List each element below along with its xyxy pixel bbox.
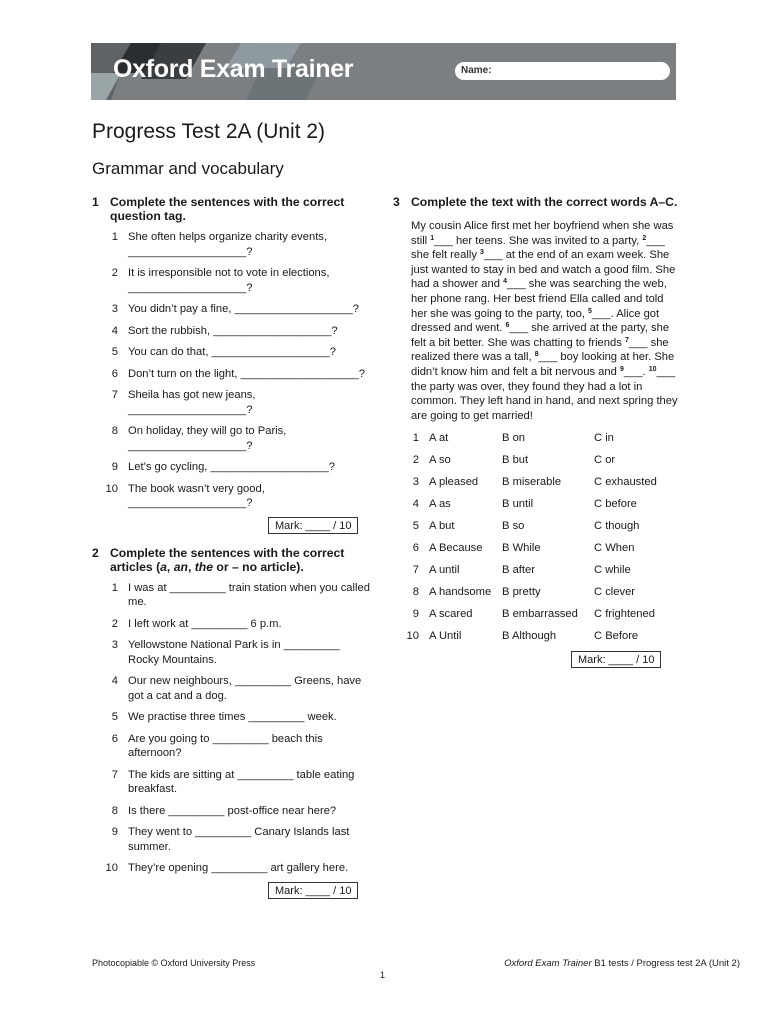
q2-item-text[interactable]: Are you going to _________ beach this afternoon? xyxy=(128,732,323,759)
option-a[interactable]: A but xyxy=(429,520,455,533)
option-row xyxy=(393,475,679,497)
section-title: Grammar and vocabulary xyxy=(92,159,284,178)
option-row xyxy=(393,541,679,563)
gap-number: 9 xyxy=(619,365,624,373)
gap-number: 4 xyxy=(503,278,507,286)
q1-item-number: 1 xyxy=(111,231,118,243)
gap-number: 6 xyxy=(505,322,510,330)
q1-item-number: 6 xyxy=(111,367,118,380)
gap-number: 5 xyxy=(588,307,592,315)
option-row xyxy=(393,497,679,519)
q2-item-number: 5 xyxy=(111,711,118,723)
q2-item-text[interactable]: Is there _________ post-office near here? xyxy=(128,804,337,817)
q1-item xyxy=(92,367,372,382)
q1-item-number: 2 xyxy=(111,267,118,279)
passage-text: ___ the party was over, they found they had a lot in common. They left hand in hand, and next spring they are going to get married! xyxy=(411,365,678,422)
q1-items xyxy=(92,230,372,511)
q2-item-text[interactable]: They’re opening _________ art gallery here. xyxy=(128,862,349,874)
option-number: 3 xyxy=(412,476,419,489)
q2-item-text[interactable]: Yellowstone National Park is in _________ Rocky Mountains. xyxy=(128,639,340,666)
option-number: 5 xyxy=(412,520,419,533)
brand-title: Oxford Exam Trainer xyxy=(113,55,354,83)
q2-item xyxy=(92,768,372,797)
option-row xyxy=(393,431,679,453)
option-row xyxy=(393,629,679,651)
q2-item xyxy=(92,861,372,876)
option-c[interactable]: C though xyxy=(594,520,640,533)
option-c[interactable]: C When xyxy=(594,542,635,555)
passage-text: ___ she arrived at the party, she felt a bit better. She was chatting to friends xyxy=(411,322,670,349)
option-c[interactable]: C or xyxy=(594,454,616,467)
q2-item-number: 2 xyxy=(111,617,118,630)
gap-number: 1 xyxy=(430,234,435,242)
q1-item xyxy=(92,482,372,511)
q2-article-an: an xyxy=(173,559,188,574)
gap-number: 2 xyxy=(642,234,647,242)
q2-item-number: 6 xyxy=(111,732,118,745)
q3-options xyxy=(393,431,679,651)
option-a[interactable]: A pleased xyxy=(429,476,479,489)
q1-item-text[interactable]: On holiday, they will go to Paris, ___________________? xyxy=(128,425,287,452)
q3-passage xyxy=(393,219,679,423)
q3-heading xyxy=(393,195,679,209)
q2-instruction-start: Complete the sentences with the correct articles ( xyxy=(110,545,345,574)
q3-instruction: Complete the text with the correct words A–C. xyxy=(411,195,678,209)
q2-item-text[interactable]: Our new neighbours, _________ Greens, have got a cat and a dog. xyxy=(128,675,362,702)
q1-heading xyxy=(92,195,372,223)
option-a[interactable]: A Until xyxy=(429,630,462,643)
passage-text: ___. xyxy=(623,365,649,378)
footer-source-italic: Oxford Exam Trainer xyxy=(504,958,592,969)
q2-item-number: 4 xyxy=(111,675,118,687)
name-label: Name: xyxy=(461,65,492,76)
footer-copyright: Photocopiable © Oxford University Press xyxy=(92,958,256,968)
option-a[interactable]: A Because xyxy=(429,542,483,555)
passage-text: My cousin Alice first met her boyfriend when she was still xyxy=(411,220,674,247)
q1-item-text[interactable]: Sheila has got new jeans, ___________________? xyxy=(128,389,256,416)
option-c[interactable]: C in xyxy=(594,432,614,445)
option-number: 7 xyxy=(412,564,419,577)
q1-item-number: 3 xyxy=(111,303,118,315)
q1-item xyxy=(92,302,372,317)
q1-item-number: 9 xyxy=(111,461,118,473)
q2-item xyxy=(92,617,372,632)
q1-item xyxy=(92,424,372,453)
page-title: Progress Test 2A (Unit 2) xyxy=(92,120,326,143)
q2-item-number: 8 xyxy=(111,804,118,817)
passage-text: ___ boy looking at her. She didn’t know him and felt a bit nervous and xyxy=(411,351,675,378)
passage-text: ___. Alice got dressed and went. xyxy=(411,307,660,335)
q2-article-the: the xyxy=(194,559,213,574)
option-row xyxy=(393,453,679,475)
passage-text: ___ she felt really xyxy=(411,234,665,262)
q1-item-number: 8 xyxy=(111,425,118,437)
option-a[interactable]: A so xyxy=(429,454,451,467)
q1-item-text[interactable]: You can do that, ___________________? xyxy=(128,346,337,358)
gap-number: 7 xyxy=(624,336,629,344)
q3-mark-wrap xyxy=(571,651,679,668)
option-a[interactable]: A scared xyxy=(429,608,473,621)
option-c[interactable]: C while xyxy=(594,564,631,577)
passage-text: ___ at the end of an exam week. She just wanted to stay in bed and watch a good film. She had a shower and xyxy=(411,249,676,291)
option-b[interactable]: B Although xyxy=(502,630,557,643)
q1-item-number: 10 xyxy=(105,482,118,495)
option-b[interactable]: B miserable xyxy=(502,476,562,489)
option-b[interactable]: B pretty xyxy=(502,586,541,599)
q2-item-text[interactable]: I left work at _________ 6 p.m. xyxy=(128,617,282,630)
q2-item-number: 7 xyxy=(111,768,118,781)
q2-mark-box: Mark: ____ / 10 xyxy=(268,882,358,899)
q2-heading: 2 Complete the sentences with the correct articles (a, an, the or – no article). xyxy=(92,545,345,574)
option-number: 10 xyxy=(406,630,419,643)
q2-item xyxy=(92,710,372,725)
option-a[interactable]: A at xyxy=(429,432,449,445)
q1-item-text[interactable]: Sort the rubbish, ___________________? xyxy=(128,324,338,337)
q2-item xyxy=(92,674,372,703)
q3-mark-box: Mark: ____ / 10 xyxy=(571,651,661,668)
footer-source-rest: B1 tests / Progress test 2A (Unit 2) xyxy=(591,958,740,969)
q3-number: 3 xyxy=(393,195,400,209)
q2-item-text[interactable]: The kids are sitting at _________ table eating breakfast. xyxy=(128,768,355,795)
passage-text: ___ she realized there was a tall, xyxy=(411,336,669,364)
q1-item xyxy=(92,460,372,475)
q1-item xyxy=(92,324,372,339)
option-c[interactable]: C clever xyxy=(594,586,636,599)
q1-item xyxy=(92,388,372,417)
option-number: 4 xyxy=(412,498,419,511)
option-c[interactable]: C exhausted xyxy=(594,476,657,489)
q2-mark-wrap xyxy=(268,882,372,899)
q2-article-a: a xyxy=(160,559,167,574)
q2-item-number: 3 xyxy=(111,639,118,651)
q1-instruction: Complete the sentences with the correct question tag. xyxy=(110,195,345,223)
q2-number: 2 xyxy=(92,545,99,560)
q2-items xyxy=(92,581,372,876)
q1-item xyxy=(92,230,372,259)
q2-item xyxy=(92,804,372,819)
name-field[interactable] xyxy=(455,62,670,80)
gap-number: 8 xyxy=(534,351,539,359)
option-number: 1 xyxy=(412,432,419,445)
passage-text: ___ her teens. She was invited to a party, xyxy=(434,234,643,247)
option-c[interactable]: C before xyxy=(594,498,637,511)
q2-item xyxy=(92,732,372,761)
q2-item xyxy=(92,581,372,610)
q1-item-text[interactable]: Let’s go cycling, ___________________? xyxy=(128,461,335,473)
option-c[interactable]: C Before xyxy=(594,630,639,643)
option-b[interactable]: B embarrassed xyxy=(502,608,578,621)
right-column xyxy=(393,195,679,668)
q1-item xyxy=(92,266,372,295)
option-b[interactable]: B until xyxy=(502,498,534,511)
q1-item-text[interactable]: Don’t turn on the light, ___________________? xyxy=(128,367,366,380)
gap-number: 10 xyxy=(648,365,657,373)
q2-item xyxy=(92,825,372,854)
q1-item-text[interactable]: You didn’t pay a fine, ___________________? xyxy=(128,303,360,315)
option-b[interactable]: B While xyxy=(502,542,541,555)
option-b[interactable]: B but xyxy=(502,454,529,467)
q2-item xyxy=(92,638,372,667)
page-number: 1 xyxy=(380,970,386,980)
option-a[interactable]: A as xyxy=(429,498,451,511)
passage-text: ___ she was searching the web, her phone rang. Her best friend Ella called and told her she was going to the party, too, xyxy=(411,278,667,320)
option-number: 9 xyxy=(412,608,419,621)
q1-item xyxy=(92,345,372,360)
option-number: 6 xyxy=(412,542,419,555)
option-c[interactable]: C frightened xyxy=(594,608,655,621)
option-a[interactable]: A handsome xyxy=(429,586,492,599)
q1-item-number: 5 xyxy=(111,346,118,358)
q2-item-text[interactable]: I was at _________ train station when you called me. xyxy=(128,581,370,608)
option-b[interactable]: B after xyxy=(502,564,535,577)
q2-item-number: 9 xyxy=(111,826,118,838)
q1-item-number: 7 xyxy=(111,389,118,401)
q1-number: 1 xyxy=(92,195,99,209)
option-row xyxy=(393,519,679,541)
option-number: 8 xyxy=(412,586,419,599)
footer-source xyxy=(504,958,740,969)
header-banner xyxy=(91,43,676,100)
q1-mark-wrap xyxy=(268,517,372,534)
left-column xyxy=(92,195,372,899)
gap-number: 3 xyxy=(480,249,484,257)
q1-item-text[interactable]: She often helps organize charity events, ___________________? xyxy=(128,231,328,258)
q2-item-number: 1 xyxy=(111,581,118,594)
q2-instruction-end: or – no article). xyxy=(213,559,304,574)
q2-item-text[interactable]: We practise three times _________ week. xyxy=(128,711,337,723)
q2-item-number: 10 xyxy=(105,862,118,874)
option-number: 2 xyxy=(412,454,419,467)
option-b[interactable]: B so xyxy=(502,520,525,533)
option-row xyxy=(393,607,679,629)
option-b[interactable]: B on xyxy=(502,432,526,445)
q1-item-text[interactable]: It is irresponsible not to vote in elections, ___________________? xyxy=(128,267,330,294)
q1-mark-box: Mark: ____ / 10 xyxy=(268,517,358,534)
q2-item-text[interactable]: They went to _________ Canary Islands last summer. xyxy=(128,826,350,853)
q1-item-number: 4 xyxy=(111,324,118,337)
option-row xyxy=(393,563,679,585)
option-a[interactable]: A until xyxy=(429,564,460,577)
option-row xyxy=(393,585,679,607)
q1-item-text[interactable]: The book wasn’t very good, ___________________? xyxy=(128,482,265,509)
